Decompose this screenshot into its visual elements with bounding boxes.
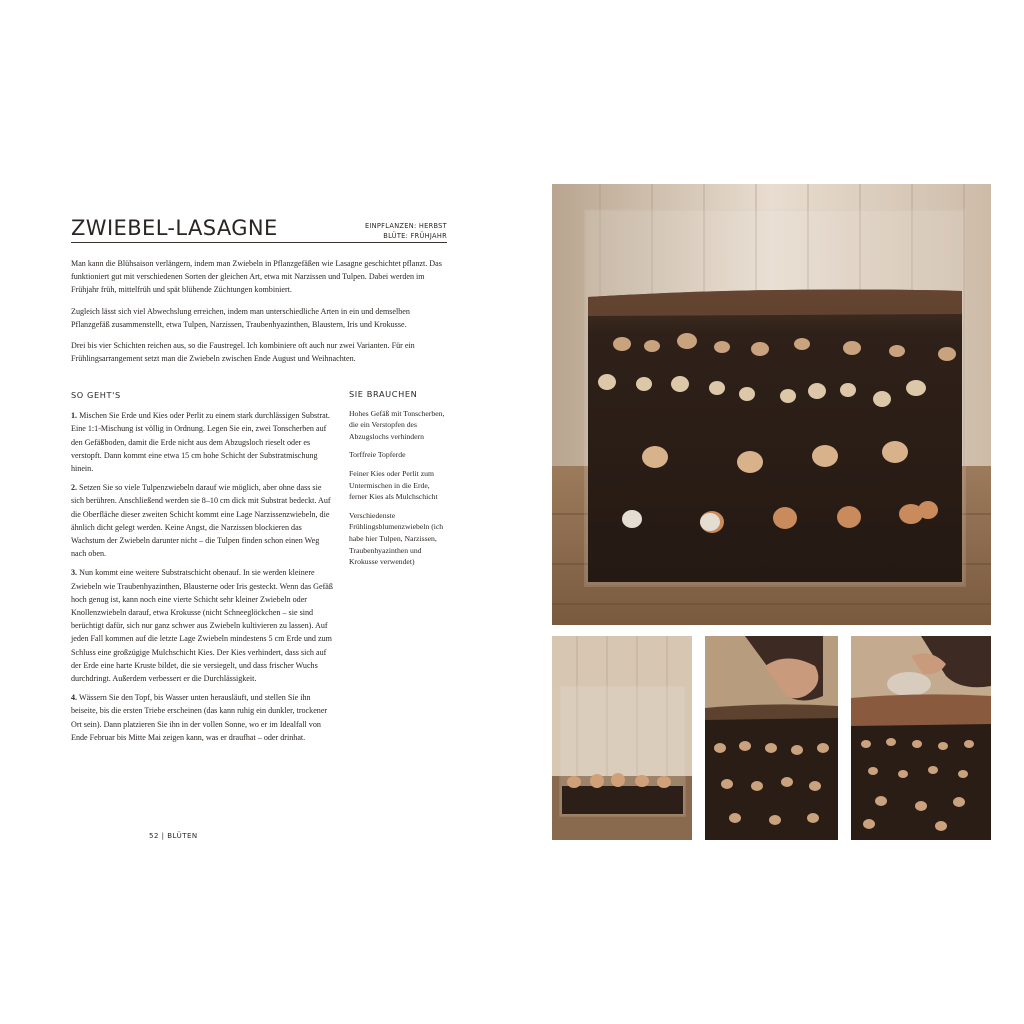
first-layer-image (552, 636, 692, 840)
materials-heading: SIE BRAUCHEN (349, 389, 418, 399)
step-photo-1 (552, 636, 692, 840)
step-text: Nun kommt eine weitere Substratschicht obenauf. In sie werden kleinere Zwiebeln wie Traubenhyazinthen, Blausterne oder Iris gesteckt. Wenn das Gefäß hoch genug ist, kann noch eine vierte Schicht sehr kleiner Zwiebeln oder Knollenzwiebeln darauf, etwa Krokusse (nicht Schneeglöckchen – sie sind berüchtigt dafür, sich nur ganz schwer aus Zwiebeln kultivieren zu lassen). Auf jeden Fall kommen auf die letzte Lage Zwiebeln mindestens 5 cm Erde und zum Schluss eine großzügige Mulchschicht Kies. Der Kies verhindert, dass sich auf der Erde eine harte Kruste bildet, die sie versiegelt, und dass frischer Wuchs durchdringt. Außerdem verbessert er die Durchlässigkeit. (71, 568, 333, 684)
bloom-season: BLÜTE: FRÜHJAHR (383, 232, 447, 240)
step-photo-2 (705, 636, 838, 840)
step-item (71, 481, 333, 560)
planting-season: EINPFLANZEN: HERBST (364, 222, 447, 230)
step-text: Wässern Sie den Topf, bis Wasser unten herausläuft, und stellen Sie ihn beiseite, bis die ersten Triebe erscheinen (das kann ruhig ein dunkler, trockener Ort sein). Dann platzieren Sie ihn in der vollen Sonne, wo er im Idealfall von Ende Februar bis Mitte Mai zeigen kann, was er draufhat – oder drinhat. (71, 693, 328, 742)
materials-column (349, 389, 447, 575)
gravel-mulch-image (851, 636, 991, 840)
intro-paragraph: Zugleich lässt sich viel Abwechslung erreichen, indem man unterschiedliche Arten in ein und demselben Pflanzgefäß zusammenstellt, etwa Tulpen, Narzissen, Traubenhyazinthen, Blaustern, Iris und Krokusse. (71, 306, 410, 329)
main-photo (552, 184, 991, 625)
material-item: Feiner Kies oder Perlit zum Untermischen in die Erde, ferner Kies als Mulchschicht (349, 468, 438, 502)
step-number: 1. (71, 411, 78, 421)
step-text: Setzen Sie so viele Tulpenzwiebeln darauf wie möglich, aber ohne dass sie sich berühren. Anschließend werden sie 8–10 cm dick mit Substrat bedeckt. Auf die Oberfläche dieser zweiten Schicht kommt eine Lage Narzissenzwiebeln, die ähnlich dicht gelegt werden. Keine Angst, die Narzissen blockieren das Wachstum der Zwiebeln darunter nicht – die Tulpen finden schon einen Weg nach oben. (71, 483, 331, 559)
title-rule (71, 242, 447, 243)
season-info (365, 221, 447, 241)
step-text: Mischen Sie Erde und Kies oder Perlit zu einem stark durchlässigen Substrat. Eine 1:1-Mischung ist völlig in Ordnung. Legen Sie ein, zwei Tonscherben auf den Gefäßboden, damit die Erde nicht aus dem Abzugsloch rieselt oder es verstopft. Dann kommt eine etwa 15 cm hohe Schicht der Substratmischung hinein. (71, 411, 330, 474)
intro-text (71, 257, 447, 373)
page-title: ZWIEBEL-LASAGNE (71, 216, 278, 240)
intro-paragraph: Drei bis vier Schichten reichen aus, so die Faustregel. Ich kombiniere oft auch nur zwei Varianten. Für ein Frühlingsarrangement setzt man die Zwiebeln zwischen Ende August und Weihnachten. (71, 341, 415, 364)
step-item (71, 566, 333, 685)
material-item: Verschiedenste Frühlingsblumenzwiebeln (ich habe hier Tulpen, Narzissen, Traubenhyazinthen und Krokusse verwendet) (349, 510, 444, 567)
material-item: Hohes Gefäß mit Tonscherben, die ein Verstopfen des Abzugslochs verhindern (349, 408, 445, 441)
page-footer: 52 | BLÜTEN (149, 832, 198, 840)
layered-bulb-container-image (552, 184, 991, 625)
instructions-heading: SO GEHT'S (71, 390, 121, 400)
step-item (71, 409, 333, 475)
step-number: 2. (71, 483, 78, 493)
step-number: 4. (71, 693, 78, 703)
placing-bulbs-image (705, 636, 838, 840)
material-item: Torffreie Topferde (349, 450, 406, 460)
intro-paragraph: Man kann die Blühsaison verlängern, indem man Zwiebeln in Pflanzgefäßen wie Lasagne geschichtet pflanzt. Das funktioniert gut mit verschiedenen Sorten der gleichen Art, etwa mit Narzissen und Tulpen. Dabei werden im Frühjahr früh, mittelfrüh und spät blühende Züchtungen kombiniert. (71, 259, 442, 295)
instructions-column (71, 389, 333, 750)
step-photo-3 (851, 636, 991, 840)
step-item (71, 691, 333, 744)
step-number: 3. (71, 568, 78, 578)
